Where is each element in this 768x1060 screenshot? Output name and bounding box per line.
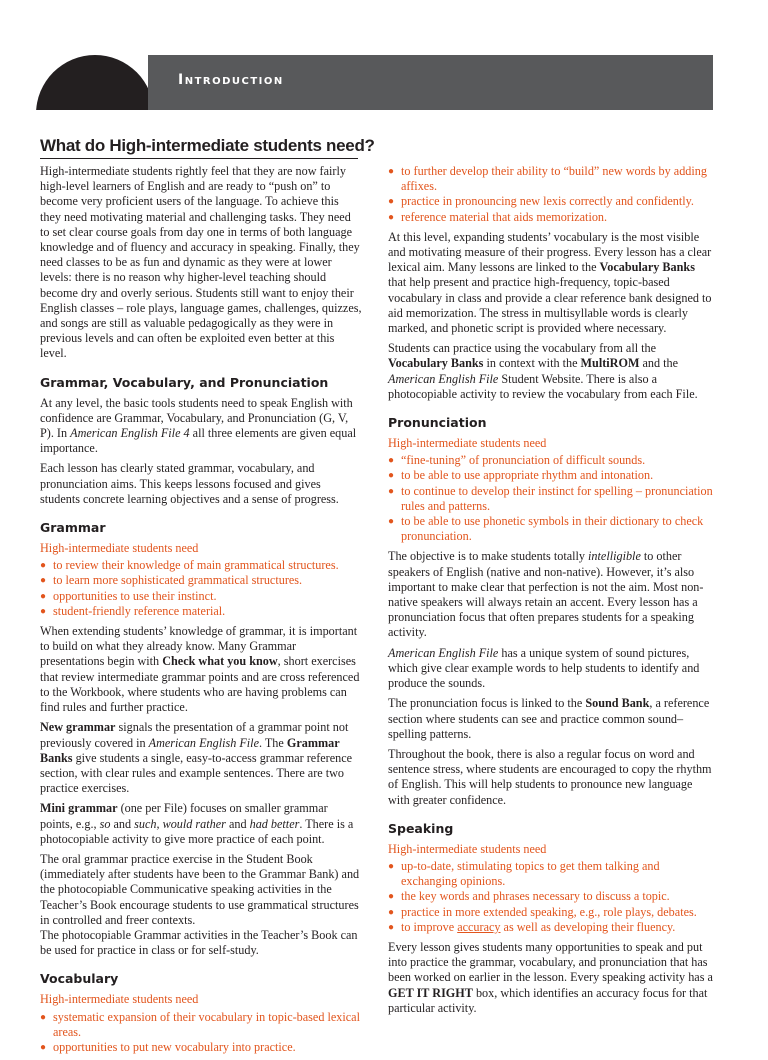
list-item: ● “fine-tuning” of pronunciation of difficult sounds. bbox=[388, 453, 716, 468]
list-item: ● opportunities to put new vocabulary into practice. bbox=[40, 1040, 362, 1055]
speaking-bullet-list bbox=[388, 859, 716, 935]
list-item: ● student-friendly reference material. bbox=[40, 604, 362, 619]
banner-title: Introduction bbox=[178, 72, 284, 88]
pronunciation-need-label: High-intermediate students need bbox=[388, 436, 547, 451]
intro-paragraph: High-intermediate students rightly feel that they are now fairly high-level learners of English and are ready to “push on” to become very proficient users of the language. To achieve this they need motivating material and challenging tasks. They need to set clear course goals from day one in terms of both language knowledge and of fluency and accuracy in speaking. Finally, they need classes to be as fun and dynamic as they were at lower levels: there is no reason why higher-level teaching should become dry and overly serious. Students still want to enjoy their English classes – role plays, language games, challenges, quizzes, and songs are still as valuable pedagogically as they were in previous levels and can often be exploited even better at this level. bbox=[40, 164, 362, 361]
list-item: ● up-to-date, stimulating topics to get them talking and exchanging opinions. bbox=[388, 859, 716, 889]
grammar-need-label: High-intermediate students need bbox=[40, 541, 199, 556]
grammar-paragraph-5: The photocopiable Grammar activities in the Teacher’s Book can be used for practice in class or for self-study. bbox=[40, 927, 358, 958]
vocabulary-paragraph-1: At this level, expanding students’ vocabulary is the most visible and motivating measure of their progress. Every lesson has a clear lexical aim. Many lessons are linked to the Vocabulary Banks that help present and practice high-frequency, topic-based vocabulary in class and provide a clear reference bank designed to aid memorization. The stress in multisyllable words is clearly marked, and phonetic script is provided where necessary. bbox=[388, 229, 712, 336]
list-item: ● reference material that aids memorization. bbox=[388, 210, 716, 225]
left-column bbox=[40, 164, 362, 1060]
list-item: ● practice in more extended speaking, e.g., role plays, debates. bbox=[388, 905, 716, 920]
gvp-heading: Grammar, Vocabulary, and Pronunciation bbox=[40, 374, 329, 390]
list-item: ● to improve accuracy as well as developing their fluency. bbox=[388, 920, 716, 935]
page-title: What do High-intermediate students need? bbox=[40, 136, 375, 155]
vocabulary-bullet-list-continued bbox=[388, 164, 716, 225]
gvp-paragraph-2: Each lesson has clearly stated grammar, vocabulary, and pronunciation aims. This keeps lessons focused and gives students concrete learning objectives and a sense of progress. bbox=[40, 461, 339, 506]
list-item: ● to learn more sophisticated grammatical structures. bbox=[40, 573, 362, 588]
grammar-paragraph-2: New grammar signals the presentation of a grammar point not previously covered in American English File. The Grammar Banks give students a single, easy-to-access grammar reference section, with clear rules and example sentences. There are two practice exercises. bbox=[40, 720, 353, 796]
list-item: ● to review their knowledge of main grammatical structures. bbox=[40, 558, 362, 573]
list-item: ● practice in pronouncing new lexis correctly and confidently. bbox=[388, 194, 716, 209]
speaking-need-label: High-intermediate students need bbox=[388, 841, 547, 856]
vocabulary-need-label: High-intermediate students need bbox=[40, 992, 199, 1007]
speaking-paragraph-1: Every lesson gives students many opportunities to speak and put into practice the grammar, vocabulary, and pronunciation that has been worked on earlier in the lesson. Every speaking activity has a GET IT RIGHT box, which identifies an accuracy focus for that particular activity. bbox=[388, 939, 713, 1015]
list-item: ● systematic expansion of their vocabulary in topic-based lexical areas. bbox=[40, 1010, 362, 1040]
pronunciation-paragraph-4: Throughout the book, there is also a regular focus on word and sentence stress, where students are encouraged to copy the rhythm of English. This will help students to pronounce new language with greater confidence. bbox=[388, 746, 712, 807]
pronunciation-paragraph-3: The pronunciation focus is linked to the Sound Bank, a reference section where students can see and practice common sound–spelling patterns. bbox=[388, 696, 710, 741]
grammar-paragraph-1: When extending students’ knowledge of grammar, it is important to build on what they already know. Many Grammar presentations begin with Check what you know, short exercises that review intermediate grammar points and are cross referenced to the Workbook, where students who are having problems can find rules and further practice. bbox=[40, 624, 360, 715]
grammar-paragraph-3: Mini grammar (one per File) focuses on smaller grammar points, e.g., so and such, would rather and had better. There is a photocopiable activity to give more practice of each point. bbox=[40, 801, 354, 846]
list-item: ● to be able to use appropriate rhythm and intonation. bbox=[388, 468, 716, 483]
vocabulary-paragraph-2: Students can practice using the vocabulary from all the Vocabulary Banks in context with the MultiROM and the American English File Student Website. There is also a photocopiable activity to review the vocabulary from each File. bbox=[388, 341, 698, 401]
gvp-paragraph-1: At any level, the basic tools students need to speak English with confidence are Grammar, Vocabulary, and Pronunciation (G, V, P). In American English File 4 all three elements are given equal importance. bbox=[40, 395, 357, 456]
grammar-heading: Grammar bbox=[40, 520, 106, 536]
pronunciation-bullet-list bbox=[388, 453, 716, 544]
vocabulary-heading: Vocabulary bbox=[40, 971, 119, 987]
grammar-paragraph-4: The oral grammar practice exercise in the Student Book (immediately after students have been to the Grammar Bank) and the photocopiable Communicative speaking activities in the Teacher’s Book encourage students to use grammatical structures in controlled and freer contexts. bbox=[40, 851, 360, 927]
grammar-bullet-list bbox=[40, 558, 362, 619]
list-item: ● to further develop their ability to “build” new words by adding affixes. bbox=[388, 164, 716, 194]
pronunciation-paragraph-1: The objective is to make students totally intelligible to other speakers of English (native and non-native). However, it’s also important to make clear that perfection is not the aim. Most non-native speakers will always retain an accent. Every lesson has a pronunciation focus that often prepares students for a speaking activity. bbox=[388, 549, 704, 640]
vocabulary-bullet-list bbox=[40, 1010, 362, 1056]
list-item: ● to be able to use phonetic symbols in their dictionary to check pronunciation. bbox=[388, 514, 716, 544]
pronunciation-paragraph-2: American English File has a unique system of sound pictures, which give clear example words to help students to identify and produce the sounds. bbox=[388, 645, 700, 691]
list-item: ● opportunities to use their instinct. bbox=[40, 589, 362, 604]
speaking-heading: Speaking bbox=[388, 820, 454, 836]
right-column bbox=[388, 164, 716, 1021]
pronunciation-heading: Pronunciation bbox=[388, 415, 487, 431]
list-item: ● to continue to develop their instinct for spelling – pronunciation rules and patterns. bbox=[388, 484, 716, 514]
heading-rule bbox=[40, 158, 358, 159]
list-item: ● the key words and phrases necessary to discuss a topic. bbox=[388, 889, 716, 904]
